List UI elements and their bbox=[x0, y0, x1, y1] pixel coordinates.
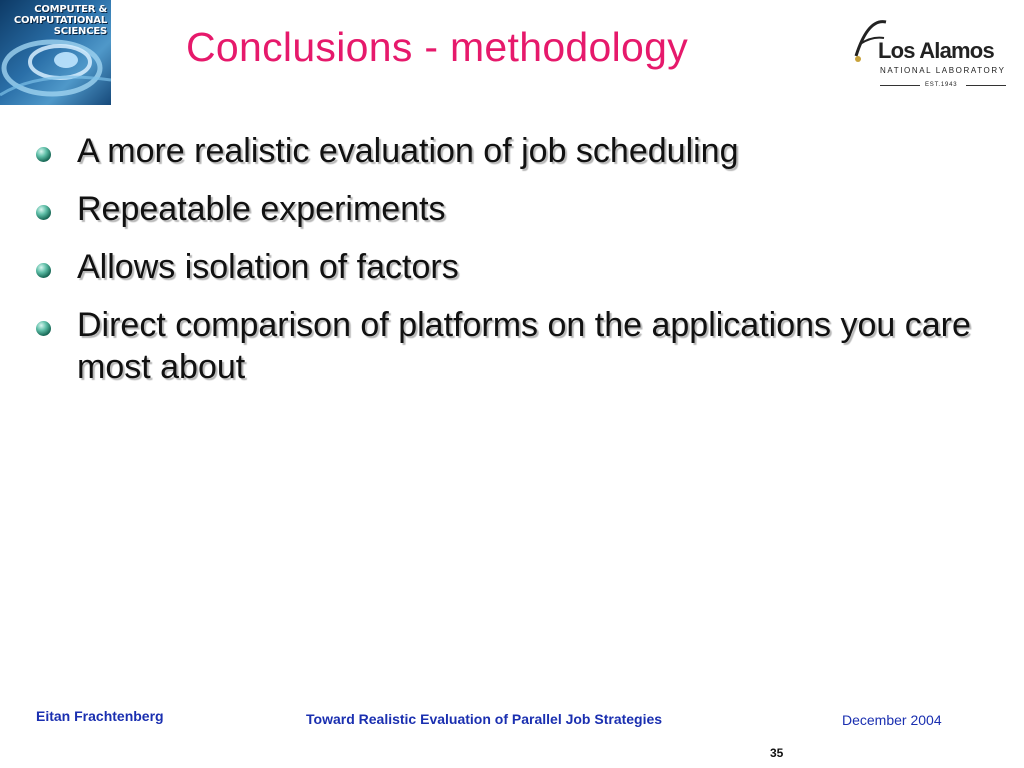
lanl-divider-left bbox=[880, 85, 920, 86]
lanl-logo bbox=[850, 16, 1010, 91]
ccs-logo-text bbox=[14, 4, 107, 37]
bullet-item bbox=[34, 246, 994, 288]
bullet-icon bbox=[36, 147, 51, 162]
lanl-subtitle: NATIONAL LABORATORY bbox=[880, 66, 1006, 75]
bullet-item bbox=[34, 188, 994, 230]
footer-date: December 2004 bbox=[842, 712, 942, 728]
footer-author: Eitan Frachtenberg bbox=[36, 708, 164, 724]
bullet-text: Repeatable experiments bbox=[77, 190, 446, 228]
ccs-logo-line: COMPUTATIONAL bbox=[13, 15, 107, 26]
bullet-item bbox=[34, 130, 994, 172]
lanl-name: Los Alamos bbox=[878, 38, 994, 63]
page-number: 35 bbox=[770, 746, 784, 760]
bullet-icon bbox=[36, 205, 51, 220]
ccs-logo bbox=[0, 0, 111, 105]
bullet-text: Direct comparison of platforms on the applications you care most about bbox=[77, 306, 971, 386]
bullet-text: Allows isolation of factors bbox=[77, 248, 459, 286]
bullet-icon bbox=[36, 321, 51, 336]
bullet-item bbox=[34, 304, 994, 388]
footer-title: Toward Realistic Evaluation of Parallel Job Strategies bbox=[306, 711, 663, 727]
slide-title: Conclusions - methodology bbox=[186, 24, 689, 70]
bullet-icon bbox=[36, 263, 51, 278]
bullet-list bbox=[34, 130, 994, 404]
lanl-divider-right bbox=[966, 85, 1006, 86]
ccs-logo-line: SCIENCES bbox=[53, 26, 107, 37]
lanl-established: EST.1943 bbox=[925, 82, 958, 88]
ccs-logo-line: COMPUTER & bbox=[34, 4, 107, 15]
bullet-text: A more realistic evaluation of job scheduling bbox=[77, 132, 739, 170]
